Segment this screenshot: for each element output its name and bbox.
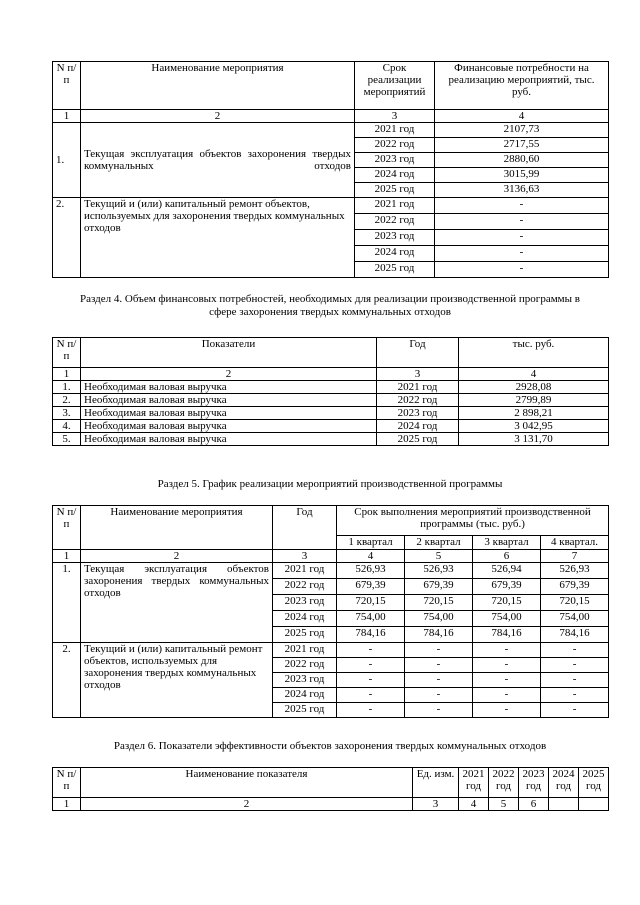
col-value-header: тыс. руб.: [459, 338, 609, 368]
col-name-header: Наименование мероприятия: [81, 62, 355, 110]
col-n-header: N п/ п: [53, 506, 81, 550]
value-cell: -: [435, 198, 609, 214]
measure-name: Текущий и (или) капитальный ремонт объектов, используемых для захоронения твердых коммунальных отходов: [81, 198, 355, 278]
row-number: 1.: [53, 563, 81, 643]
year-cell: 2023 год: [355, 153, 435, 168]
value-cell: -: [473, 673, 541, 688]
col-number: 3: [413, 798, 459, 811]
col-number: 4: [435, 110, 609, 123]
value-cell: -: [337, 688, 405, 703]
year-cell: 2024 год: [273, 688, 337, 703]
value-cell: -: [405, 673, 473, 688]
col-number: 1: [53, 110, 81, 123]
value-cell: -: [473, 703, 541, 718]
value-cell: 526,93: [337, 563, 405, 579]
col-number: [579, 798, 609, 811]
value-cell: 3 131,70: [459, 433, 609, 446]
value-cell: -: [435, 262, 609, 278]
col-n-header: N п/п: [53, 338, 81, 368]
section-6-title: Раздел 6. Показатели эффективности объектов захоронения твердых коммунальных отходов: [113, 740, 547, 752]
value-cell: -: [405, 643, 473, 658]
row-number: 4.: [53, 420, 81, 433]
year-cell: 2024 год: [355, 168, 435, 183]
col-unit-header: Ед. изм.: [413, 768, 459, 798]
measure-name: Текущая эксплуатация объектов захоронения твердых коммунальных отходов: [81, 123, 355, 198]
col-name-header: Наименование показателя: [81, 768, 413, 798]
row-number: 3.: [53, 407, 81, 420]
value-cell: -: [541, 673, 609, 688]
indicator-name: Необходимая валовая выручка: [81, 394, 377, 407]
value-cell: 2 898,21: [459, 407, 609, 420]
value-cell: 3136,63: [435, 183, 609, 198]
year-cell: 2022 год: [377, 394, 459, 407]
value-cell: 720,15: [405, 595, 473, 611]
value-cell: 2107,73: [435, 123, 609, 138]
value-cell: 679,39: [337, 579, 405, 595]
value-cell: -: [473, 658, 541, 673]
value-cell: 2799,89: [459, 394, 609, 407]
col-term-header: Срок реализации мероприятий: [355, 62, 435, 110]
value-cell: 754,00: [541, 611, 609, 627]
value-cell: -: [337, 658, 405, 673]
year-cell: 2025 год: [273, 627, 337, 643]
year-cell: 2025 год: [355, 183, 435, 198]
year-cell: 2022 год: [355, 138, 435, 153]
year-header: 2022 год: [489, 768, 519, 798]
year-cell: 2021 год: [273, 643, 337, 658]
col-year-header: Год: [273, 506, 337, 550]
indicator-name: Необходимая валовая выручка: [81, 407, 377, 420]
col-number: 6: [473, 550, 541, 563]
col-n-header: N п/п: [53, 62, 81, 110]
value-cell: 2928,08: [459, 381, 609, 394]
value-cell: -: [541, 643, 609, 658]
quarter-header: 4 квартал.: [541, 536, 609, 550]
col-number: 7: [541, 550, 609, 563]
col-term-header: Срок выполнения мероприятий производственной программы (тыс. руб.): [337, 506, 609, 536]
year-cell: 2023 год: [273, 673, 337, 688]
year-cell: 2025 год: [377, 433, 459, 446]
col-n-header: N п/п: [53, 768, 81, 798]
value-cell: 784,16: [473, 627, 541, 643]
col-number: 2: [81, 368, 377, 381]
year-header: 2025 год: [579, 768, 609, 798]
value-cell: 3 042,95: [459, 420, 609, 433]
year-cell: 2023 год: [273, 595, 337, 611]
value-cell: -: [337, 673, 405, 688]
section-5-title: Раздел 5. График реализации мероприятий производственной программы: [157, 478, 503, 490]
year-cell: 2025 год: [273, 703, 337, 718]
year-header: 2021 год: [459, 768, 489, 798]
col-number: 2: [81, 550, 273, 563]
col-number: 3: [377, 368, 459, 381]
col-number: 2: [81, 110, 355, 123]
value-cell: -: [337, 703, 405, 718]
value-cell: -: [435, 230, 609, 246]
value-cell: 2717,55: [435, 138, 609, 153]
row-number: 1.: [53, 123, 81, 198]
row-number: 5.: [53, 433, 81, 446]
value-cell: -: [541, 688, 609, 703]
value-cell: -: [473, 688, 541, 703]
col-number: 2: [81, 798, 413, 811]
measure-name: Текущий и (или) капитальный ремонт объектов, используемых для захоронения твердых коммунальных отходов: [81, 643, 273, 718]
value-cell: 720,15: [473, 595, 541, 611]
col-name-header: Наименование мероприятия: [81, 506, 273, 550]
value-cell: 754,00: [337, 611, 405, 627]
efficiency-table: [52, 767, 609, 811]
col-number: 1: [53, 798, 81, 811]
value-cell: -: [405, 658, 473, 673]
value-cell: 784,16: [337, 627, 405, 643]
value-cell: 720,15: [337, 595, 405, 611]
col-number: 3: [273, 550, 337, 563]
value-cell: 526,93: [541, 563, 609, 579]
quarter-header: 3 квартал: [473, 536, 541, 550]
year-cell: 2024 год: [377, 420, 459, 433]
value-cell: 784,16: [405, 627, 473, 643]
col-number: 1: [53, 368, 81, 381]
value-cell: -: [405, 688, 473, 703]
year-cell: 2023 год: [377, 407, 459, 420]
value-cell: 526,93: [405, 563, 473, 579]
col-number: 4: [337, 550, 405, 563]
col-number: 5: [405, 550, 473, 563]
year-header: 2023 год: [519, 768, 549, 798]
col-number: 4: [459, 798, 489, 811]
measure-name: Текущая эксплуатация объектов захоронения твердых коммунальных отходов: [81, 563, 273, 643]
col-number: 1: [53, 550, 81, 563]
value-cell: 784,16: [541, 627, 609, 643]
schedule-table: [52, 505, 609, 718]
col-number: 4: [459, 368, 609, 381]
value-cell: -: [435, 246, 609, 262]
year-cell: 2021 год: [355, 123, 435, 138]
year-cell: 2021 год: [273, 563, 337, 579]
row-number: 2.: [53, 643, 81, 718]
value-cell: -: [541, 658, 609, 673]
indicator-name: Необходимая валовая выручка: [81, 381, 377, 394]
value-cell: 679,39: [541, 579, 609, 595]
value-cell: -: [473, 643, 541, 658]
row-number: 2.: [53, 394, 81, 407]
year-cell: 2022 год: [273, 658, 337, 673]
col-number: 3: [355, 110, 435, 123]
year-cell: 2023 год: [355, 230, 435, 246]
year-cell: 2024 год: [355, 246, 435, 262]
col-number: [549, 798, 579, 811]
value-cell: 679,39: [473, 579, 541, 595]
col-year-header: Год: [377, 338, 459, 368]
year-cell: 2024 год: [273, 611, 337, 627]
measures-finance-table: [52, 61, 609, 278]
value-cell: 720,15: [541, 595, 609, 611]
value-cell: 754,00: [473, 611, 541, 627]
year-cell: 2021 год: [377, 381, 459, 394]
quarter-header: 1 квартал: [337, 536, 405, 550]
year-header: 2024 год: [549, 768, 579, 798]
value-cell: -: [435, 214, 609, 230]
value-cell: 2880,60: [435, 153, 609, 168]
indicator-name: Необходимая валовая выручка: [81, 433, 377, 446]
indicator-name: Необходимая валовая выручка: [81, 420, 377, 433]
col-number: 6: [519, 798, 549, 811]
value-cell: 679,39: [405, 579, 473, 595]
year-cell: 2022 год: [273, 579, 337, 595]
row-number: 1.: [53, 381, 81, 394]
year-cell: 2025 год: [355, 262, 435, 278]
revenue-table: [52, 337, 609, 446]
value-cell: 754,00: [405, 611, 473, 627]
col-fin-header: Финансовые потребности на реализацию мероприятий, тыс. руб.: [435, 62, 609, 110]
col-indicator-header: Показатели: [81, 338, 377, 368]
value-cell: -: [541, 703, 609, 718]
value-cell: -: [337, 643, 405, 658]
year-cell: 2022 год: [355, 214, 435, 230]
row-number: 2.: [53, 198, 81, 278]
quarter-header: 2 квартал: [405, 536, 473, 550]
value-cell: -: [405, 703, 473, 718]
value-cell: 3015,99: [435, 168, 609, 183]
year-cell: 2021 год: [355, 198, 435, 214]
value-cell: 526,94: [473, 563, 541, 579]
section-4-title: Раздел 4. Объем финансовых потребностей, необходимых для реализации производственной программы в сфере захоронения твердых коммунальных отходов: [80, 293, 580, 318]
col-number: 5: [489, 798, 519, 811]
